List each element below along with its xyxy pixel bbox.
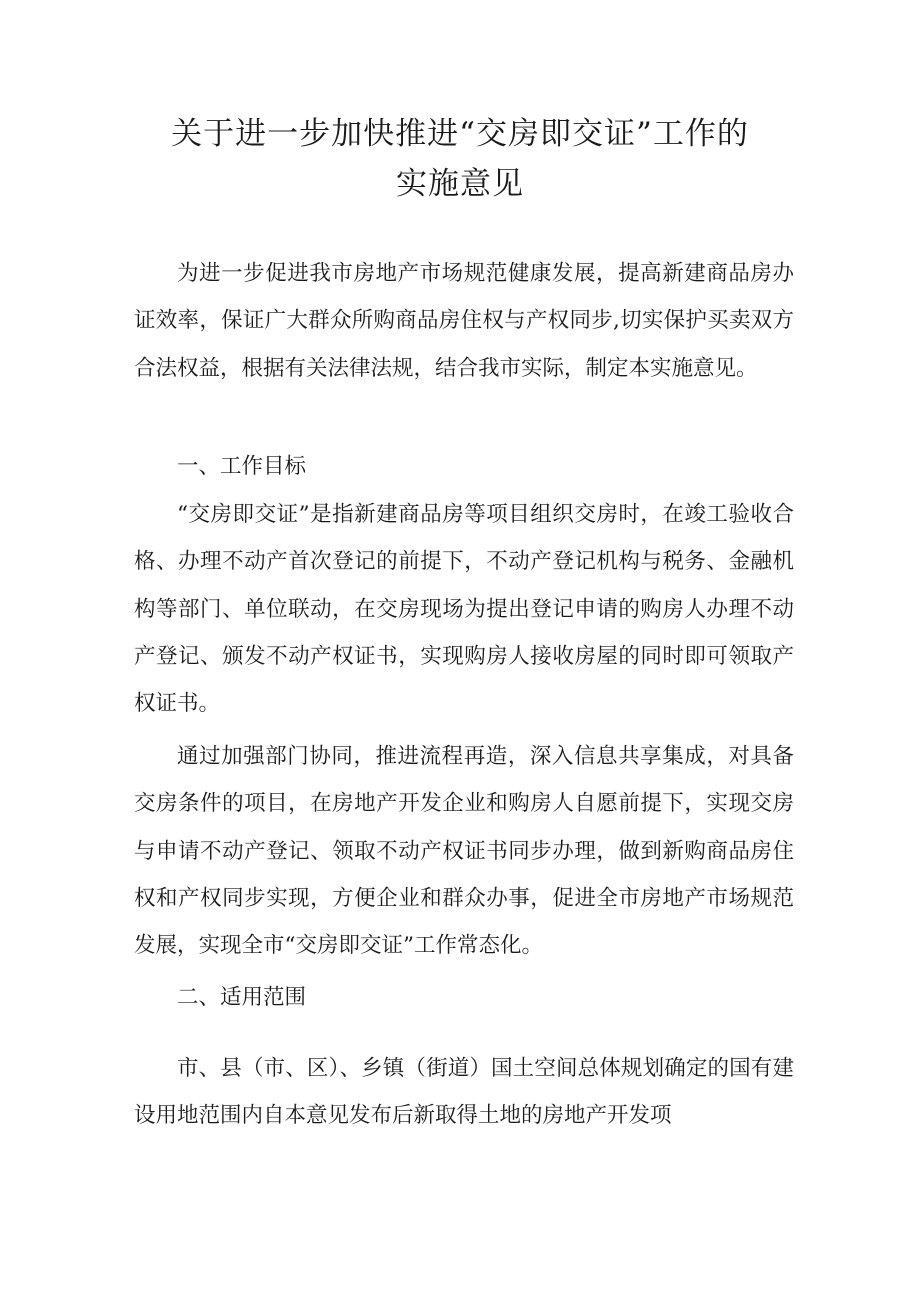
section-heading-work-goal: 一、工作目标 [177, 454, 307, 479]
work-goal-paragraph-2: 通过加强部门协同，推进流程再造，深入信息共享集成，对具备交房条件的项目，在房地产开发企业和购房人自愿前提下，实现交房与申请不动产登记、领取不动产权证书同步办理，做到新购商品房住权和产权同步实现，方便企业和群众办事，促进全市房地产市场规范发展，实现全市“交房即交证”工作常态化。 [134, 744, 794, 959]
work-goal-paragraph-1: “交房即交证”是指新建商品房等项目组织交房时，在竣工验收合格、办理不动产首次登记的前提下，不动产登记机构与税务、金融机构等部门、单位联动，在交房现场为提出登记申请的购房人办理不动产登记、颁发不动产权证书，实现购房人接收房屋的同时即可领取产权证书。 [134, 502, 794, 717]
document-title-line-2: 实施意见 [396, 166, 524, 202]
intro-paragraph: 为进一步促进我市房地产市场规范健康发展，提高新建商品房办证效率，保证广大群众所购商品房住权与产权同步,切实保护买卖双方合法权益，根据有关法律法规，结合我市实际，制定本实施意见。 [134, 261, 794, 381]
scope-paragraph-1: 市、县（市、区）、乡镇（街道）国土空间总体规划确定的国有建设用地范围内自本意见发布后新取得土地的房地产开发项 [134, 1056, 794, 1129]
document-title-line-1: 关于进一步加快推进“交房即交证”工作的 [171, 116, 749, 152]
section-heading-scope: 二、适用范围 [177, 985, 307, 1010]
